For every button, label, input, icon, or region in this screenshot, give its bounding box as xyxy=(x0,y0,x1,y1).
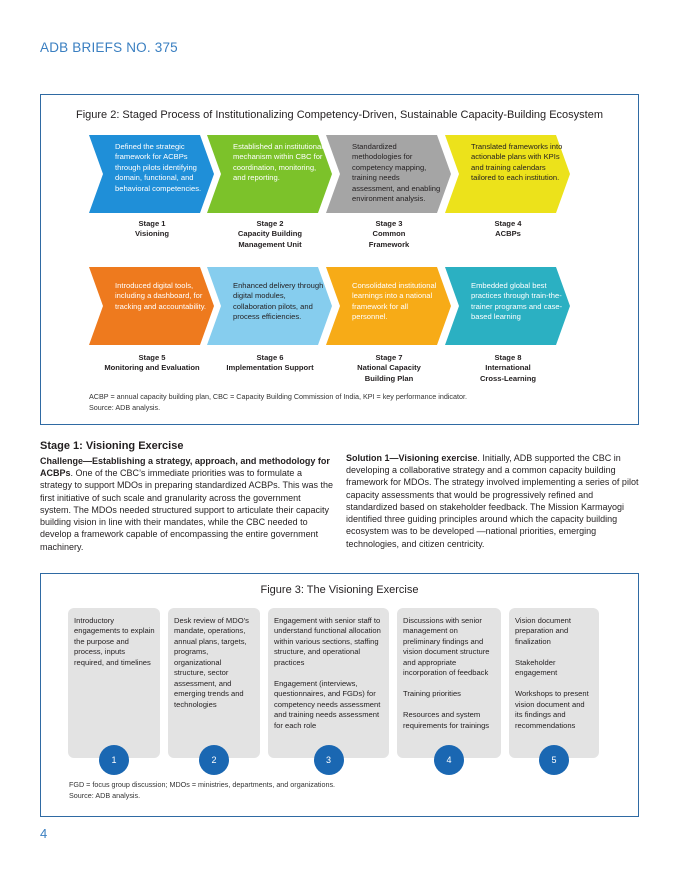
figure-2-abbreviations xyxy=(89,392,467,414)
stage-1-description: Defined the strategic framework for ACBPs through pilots identifying domain, functional, and behavioral competencies. xyxy=(115,142,202,193)
stage-6-description: Enhanced delivery through digital modules, collaboration pilots, and process efficiencies. xyxy=(233,281,324,322)
step-4-card xyxy=(397,608,501,758)
step-1-text: Introductory engagements to explain the purpose and process, inputs required, and timelines xyxy=(74,616,155,667)
challenge-text: . One of the CBC’s immediate priorities was to formulate a strategy to support MDOs in preparing standardized ACBPs. This was the first initiative of such scale and granularity across the government system. The MDOs needed structured support to articulate their capacity building vision in line with their mandates, while the CBC needed to develop a framework capable of encompassing the entire government machinery. xyxy=(40,468,333,552)
challenge-column xyxy=(40,439,334,553)
challenge-lead: Challenge—Establishing a strategy, approach, and methodology for ACBPs xyxy=(40,455,330,479)
solution-text: . Initially, ADB supported the CBC in developing a collaborative strategy and a common capacity building framework for MDOs. The strategy involved implementing a series of pilot capacity assessments that would be progressively refined and standardized based on stakeholder feedback. The Mission Karmayogi identified three guiding principles around which the capacity building ecosystem was to be developed —national priorities, emerging technologies, and citizen centricity. xyxy=(346,453,639,549)
figure-3-abbrev-text: FGD = focus group discussion; MDOs = ministries, departments, and organizations. xyxy=(69,780,336,789)
figure-2-box xyxy=(40,94,639,425)
stage-7-description: Consolidated institutional learnings into a national framework for all personnel. xyxy=(352,281,437,322)
stage-7-label: Stage 7 National Capacity Building Plan xyxy=(357,353,421,383)
figure-2-abbrev-text: ACBP = annual capacity building plan, CBC = Capacity Building Commission of India, KPI = key performance indicator. xyxy=(89,392,468,401)
figure-2-title: Figure 2: Staged Process of Institutionalizing Competency-Driven, Sustainable Capacity-Building Ecosystem xyxy=(75,109,604,121)
figure-3-box xyxy=(40,573,639,817)
page-number: 4 xyxy=(40,826,48,841)
step-3-card xyxy=(268,608,389,758)
step-1-card xyxy=(68,608,160,758)
stage-8-label: Stage 8 International Cross-Learning xyxy=(479,353,537,383)
step-4-number-badge: 4 xyxy=(434,745,464,775)
stage-3-label: Stage 3 Common Framework xyxy=(368,219,410,249)
step-1-number-badge: 1 xyxy=(99,745,129,775)
step-2-card xyxy=(168,608,260,758)
stage-5-label: Stage 5 Monitoring and Evaluation xyxy=(104,353,200,373)
figure-2-source: Source: ADB analysis. xyxy=(89,402,161,412)
figure-3-title: Figure 3: The Visioning Exercise xyxy=(260,584,419,596)
stage-8-description: Embedded global best practices through train-the-trainer programs and case-based learning xyxy=(471,281,563,322)
figure-3-abbreviations xyxy=(69,780,335,802)
step-3-text: Engagement with senior staff to understand functional allocation within various sections, staffing structure, and operational practices Engagement (interviews, questionnaires, and FGDs) for competency needs assessment and training needs assessment for each role xyxy=(274,616,381,730)
solution-column xyxy=(346,452,640,550)
solution-lead: Solution 1—Visioning exercise xyxy=(346,453,478,463)
stage-6-label: Stage 6 Implementation Support xyxy=(226,353,314,373)
solution-paragraph xyxy=(346,452,640,550)
stage-1-label: Stage 1 Visioning xyxy=(134,219,170,239)
step-4-text: Discussions with senior management on preliminary findings and vision document structure and appropriate incorporation of feedback Training priorities Resources and system requirements for trainings xyxy=(403,616,490,730)
step-5-number-badge: 5 xyxy=(539,745,569,775)
stage-2-label: Stage 2 Capacity Building Management Unit xyxy=(237,219,303,249)
publication-header: ADB BRIEFS NO. 375 xyxy=(40,40,178,55)
section-heading: Stage 1: Visioning Exercise xyxy=(40,440,184,452)
stage-3-description: Standardized methodologies for competency mapping, training needs assessment, and enabling environment analysis. xyxy=(352,142,441,204)
step-5-card xyxy=(509,608,599,758)
stage-4-description: Translated frameworks into actionable plans with KPIs and training calendars tailored to each institution. xyxy=(471,142,563,183)
challenge-paragraph xyxy=(40,455,334,553)
stage-4-label: Stage 4 ACBPs xyxy=(494,219,522,239)
step-2-number-badge: 2 xyxy=(199,745,229,775)
step-3-number-badge: 3 xyxy=(314,745,344,775)
figure-3-source: Source: ADB analysis. xyxy=(69,790,141,800)
stage-5-description: Introduced digital tools, including a dashboard, for tracking and accountability. xyxy=(115,281,207,311)
stage-2-description: Established an institutional mechanism within CBC for coordination, monitoring, and reporting. xyxy=(233,142,323,183)
step-5-text: Vision document preparation and finalization Stakeholder engagement Workshops to present vision document and its findings and recommendations xyxy=(515,616,589,730)
step-2-text: Desk review of MDO’s mandate, operations, annual plans, targets, programs, organizational structure, sector assessment, and emerging trends and technologies xyxy=(174,616,249,709)
